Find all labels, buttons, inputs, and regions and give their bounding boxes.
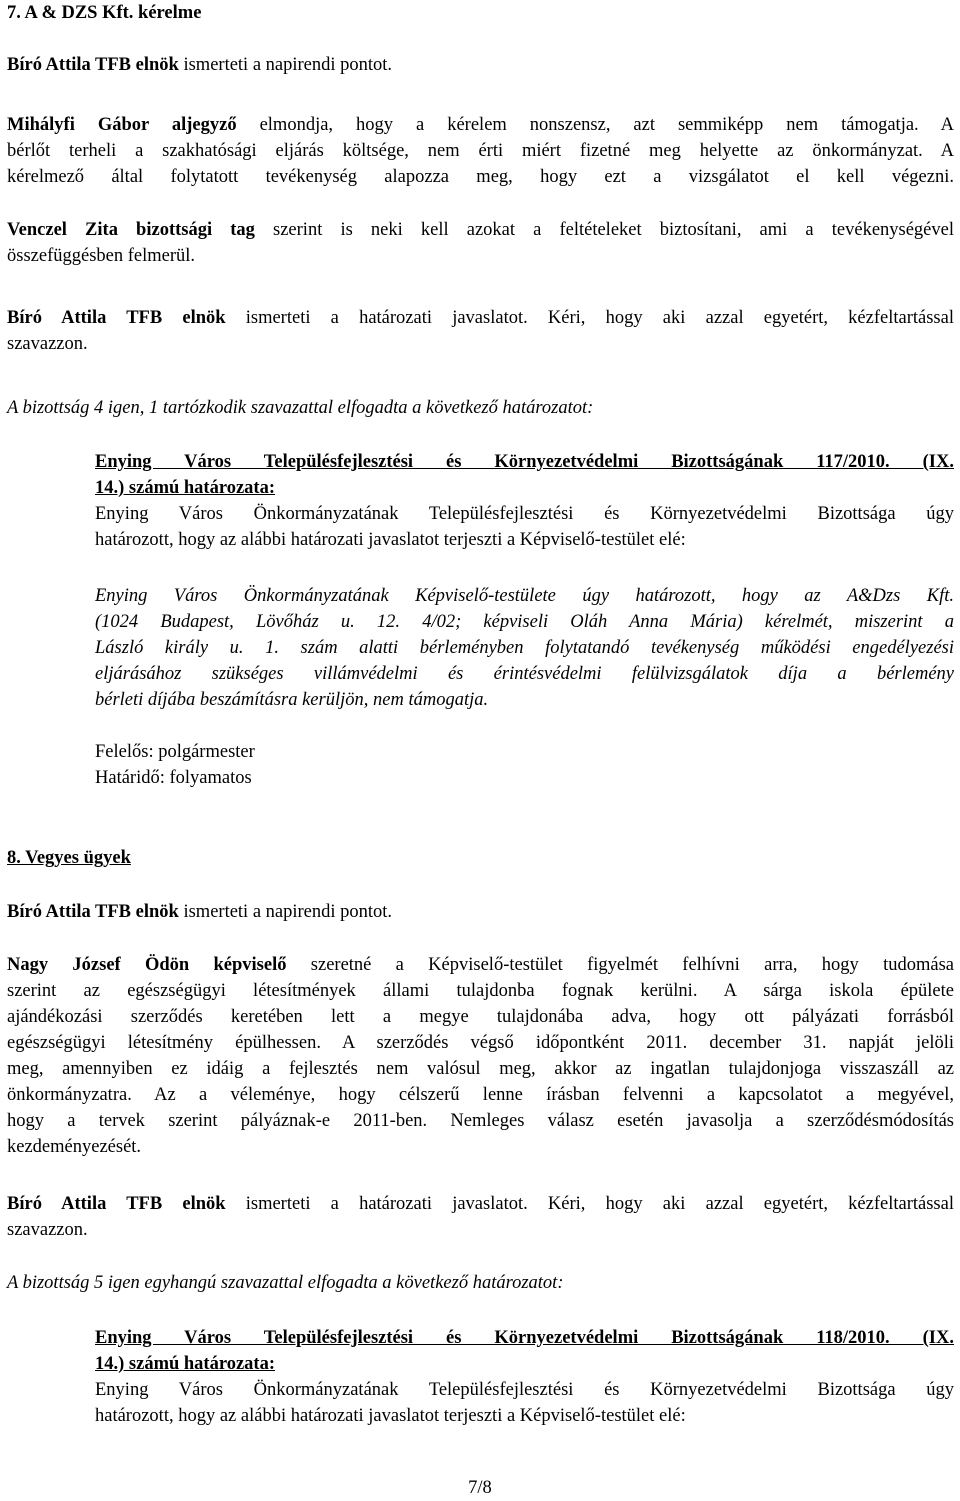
section-7-heading: 7. A & DZS Kft. kérelme xyxy=(7,3,202,23)
resolution-body: Enying Város Önkormányzatának Településfejlesztési és Környezetvédelmi Bizottsága úgy xyxy=(95,504,954,524)
resolution-text: László király u. 1. szám alatti bérleményben folytatandó tevékenység működési engedélyezési xyxy=(95,638,954,658)
paragraph-line: hogy a tervek szerint pályáznak-e 2011-ben. Nemleges válasz esetén javasolja a szerződésmódosítás xyxy=(7,1111,954,1131)
speaker-name: Bíró Attila TFB elnök xyxy=(7,308,226,328)
paragraph-line: szerint az egészségügyi létesítmények állami tulajdonba fognak kerülni. A sárga iskola épülete xyxy=(7,981,954,1001)
resolution-body: Enying Város Önkormányzatának Településfejlesztési és Környezetvédelmi Bizottsága úgy xyxy=(95,1380,954,1400)
vote-result: A bizottság 5 igen egyhangú szavazattal elfogadta a következő határozatot: xyxy=(7,1273,564,1293)
responsible: Felelős: polgármester xyxy=(95,742,255,762)
paragraph-line: összefüggésben felmerül. xyxy=(7,246,196,266)
resolution-text: Enying Város Önkormányzatának Képviselő-testülete úgy határozott, hogy az A&Dzs Kft. xyxy=(95,586,954,606)
paragraph-line: szavazzon. xyxy=(7,334,88,354)
paragraph-line: önkormányzatra. Az a véleménye, hogy célszerű lenne írásban felvenni a kapcsolatot a megyével, xyxy=(7,1085,954,1105)
paragraph-line: bérlőt terheli a szakhatósági eljárás költsége, nem érti miért fizetné meg helyette az önkormányzat. A xyxy=(7,141,954,161)
paragraph-line: kérelmező által folytatott tevékenység alapozza meg, hogy ezt a vizsgálatot el kell végezni. xyxy=(7,167,954,187)
paragraph xyxy=(7,52,954,78)
paragraph-line: ajándékozási szerződés keretében lett a megye tulajdonába adva, hogy ott pályázati forrásból xyxy=(7,1007,954,1027)
paragraph-line xyxy=(7,1191,954,1217)
resolution-title: 14.) számú határozata: xyxy=(95,478,276,498)
resolution-text: (1024 Budapest, Lövőház u. 12. 4/02; képviseli Oláh Anna Mária) kérelmét, miszerint a xyxy=(95,612,954,632)
speaker-name: Mihályfi Gábor aljegyző xyxy=(7,115,237,135)
resolution-title: Enying Város Településfejlesztési és Környezetvédelmi Bizottságának 118/2010. (IX. xyxy=(95,1328,954,1348)
paragraph-text: szerint is neki kell azokat a feltételeket biztosítani, ami a tevékenységével xyxy=(254,220,954,240)
paragraph-line: meg, amennyiben ez idáig a fejlesztés nem valósul meg, akkor az ingatlan tulajdonjoga visszaszáll az xyxy=(7,1059,954,1079)
paragraph-text: ismerteti a napirendi pontot. xyxy=(178,55,393,75)
speaker-name: Bíró Attila TFB elnök xyxy=(7,902,179,922)
speaker-name: Bíró Attila TFB elnök xyxy=(7,1194,226,1214)
paragraph-line: szavazzon. xyxy=(7,1220,88,1240)
paragraph-line: egészségügyi létesítmény épülhessen. A szerződés végső időpontként 2011. december 31. napját jelöli xyxy=(7,1033,954,1053)
deadline: Határidő: folyamatos xyxy=(95,768,252,788)
paragraph-line: kezdeményezését. xyxy=(7,1137,142,1157)
speaker-name: Nagy József Ödön képviselő xyxy=(7,955,287,975)
speaker-name: Bíró Attila TFB elnök xyxy=(7,55,179,75)
paragraph-line xyxy=(7,112,954,138)
paragraph-text: szeretné a Képviselő-testület figyelmét felhívni arra, hogy tudomása xyxy=(286,955,954,975)
paragraph-text: ismerteti a határozati javaslatot. Kéri, hogy aki azzal egyetért, kézfeltartással xyxy=(225,1194,954,1214)
resolution-body: határozott, hogy az alábbi határozati javaslatot terjeszti a Képviselő-testület elé: xyxy=(95,530,686,550)
paragraph-text: ismerteti a határozati javaslatot. Kéri, hogy aki azzal egyetért, kézfeltartással xyxy=(225,308,954,328)
resolution-text: bérleti díjába beszámításra kerüljön, nem támogatja. xyxy=(95,690,489,710)
paragraph-line xyxy=(7,305,954,331)
speaker-name: Venczel Zita bizottsági tag xyxy=(7,220,255,240)
section-8-heading: 8. Vegyes ügyek xyxy=(7,848,131,868)
paragraph-line xyxy=(7,217,954,243)
paragraph-text: elmondja, hogy a kérelem nonszensz, azt semmiképp nem támogatja. A xyxy=(236,115,954,135)
resolution-text: eljárásához szükséges villámvédelmi és érintésvédelmi felülvizsgálatok díja a bérlemény xyxy=(95,664,954,684)
paragraph xyxy=(7,899,954,925)
page-number: 7/8 xyxy=(468,1478,492,1498)
paragraph-text: ismerteti a napirendi pontot. xyxy=(178,902,393,922)
paragraph-line xyxy=(7,952,954,978)
resolution-title: Enying Város Településfejlesztési és Környezetvédelmi Bizottságának 117/2010. (IX. xyxy=(95,452,954,472)
resolution-body: határozott, hogy az alábbi határozati javaslatot terjeszti a Képviselő-testület elé: xyxy=(95,1406,686,1426)
resolution-title: 14.) számú határozata: xyxy=(95,1354,276,1374)
vote-result: A bizottság 4 igen, 1 tartózkodik szavazattal elfogadta a következő határozatot: xyxy=(7,398,594,418)
